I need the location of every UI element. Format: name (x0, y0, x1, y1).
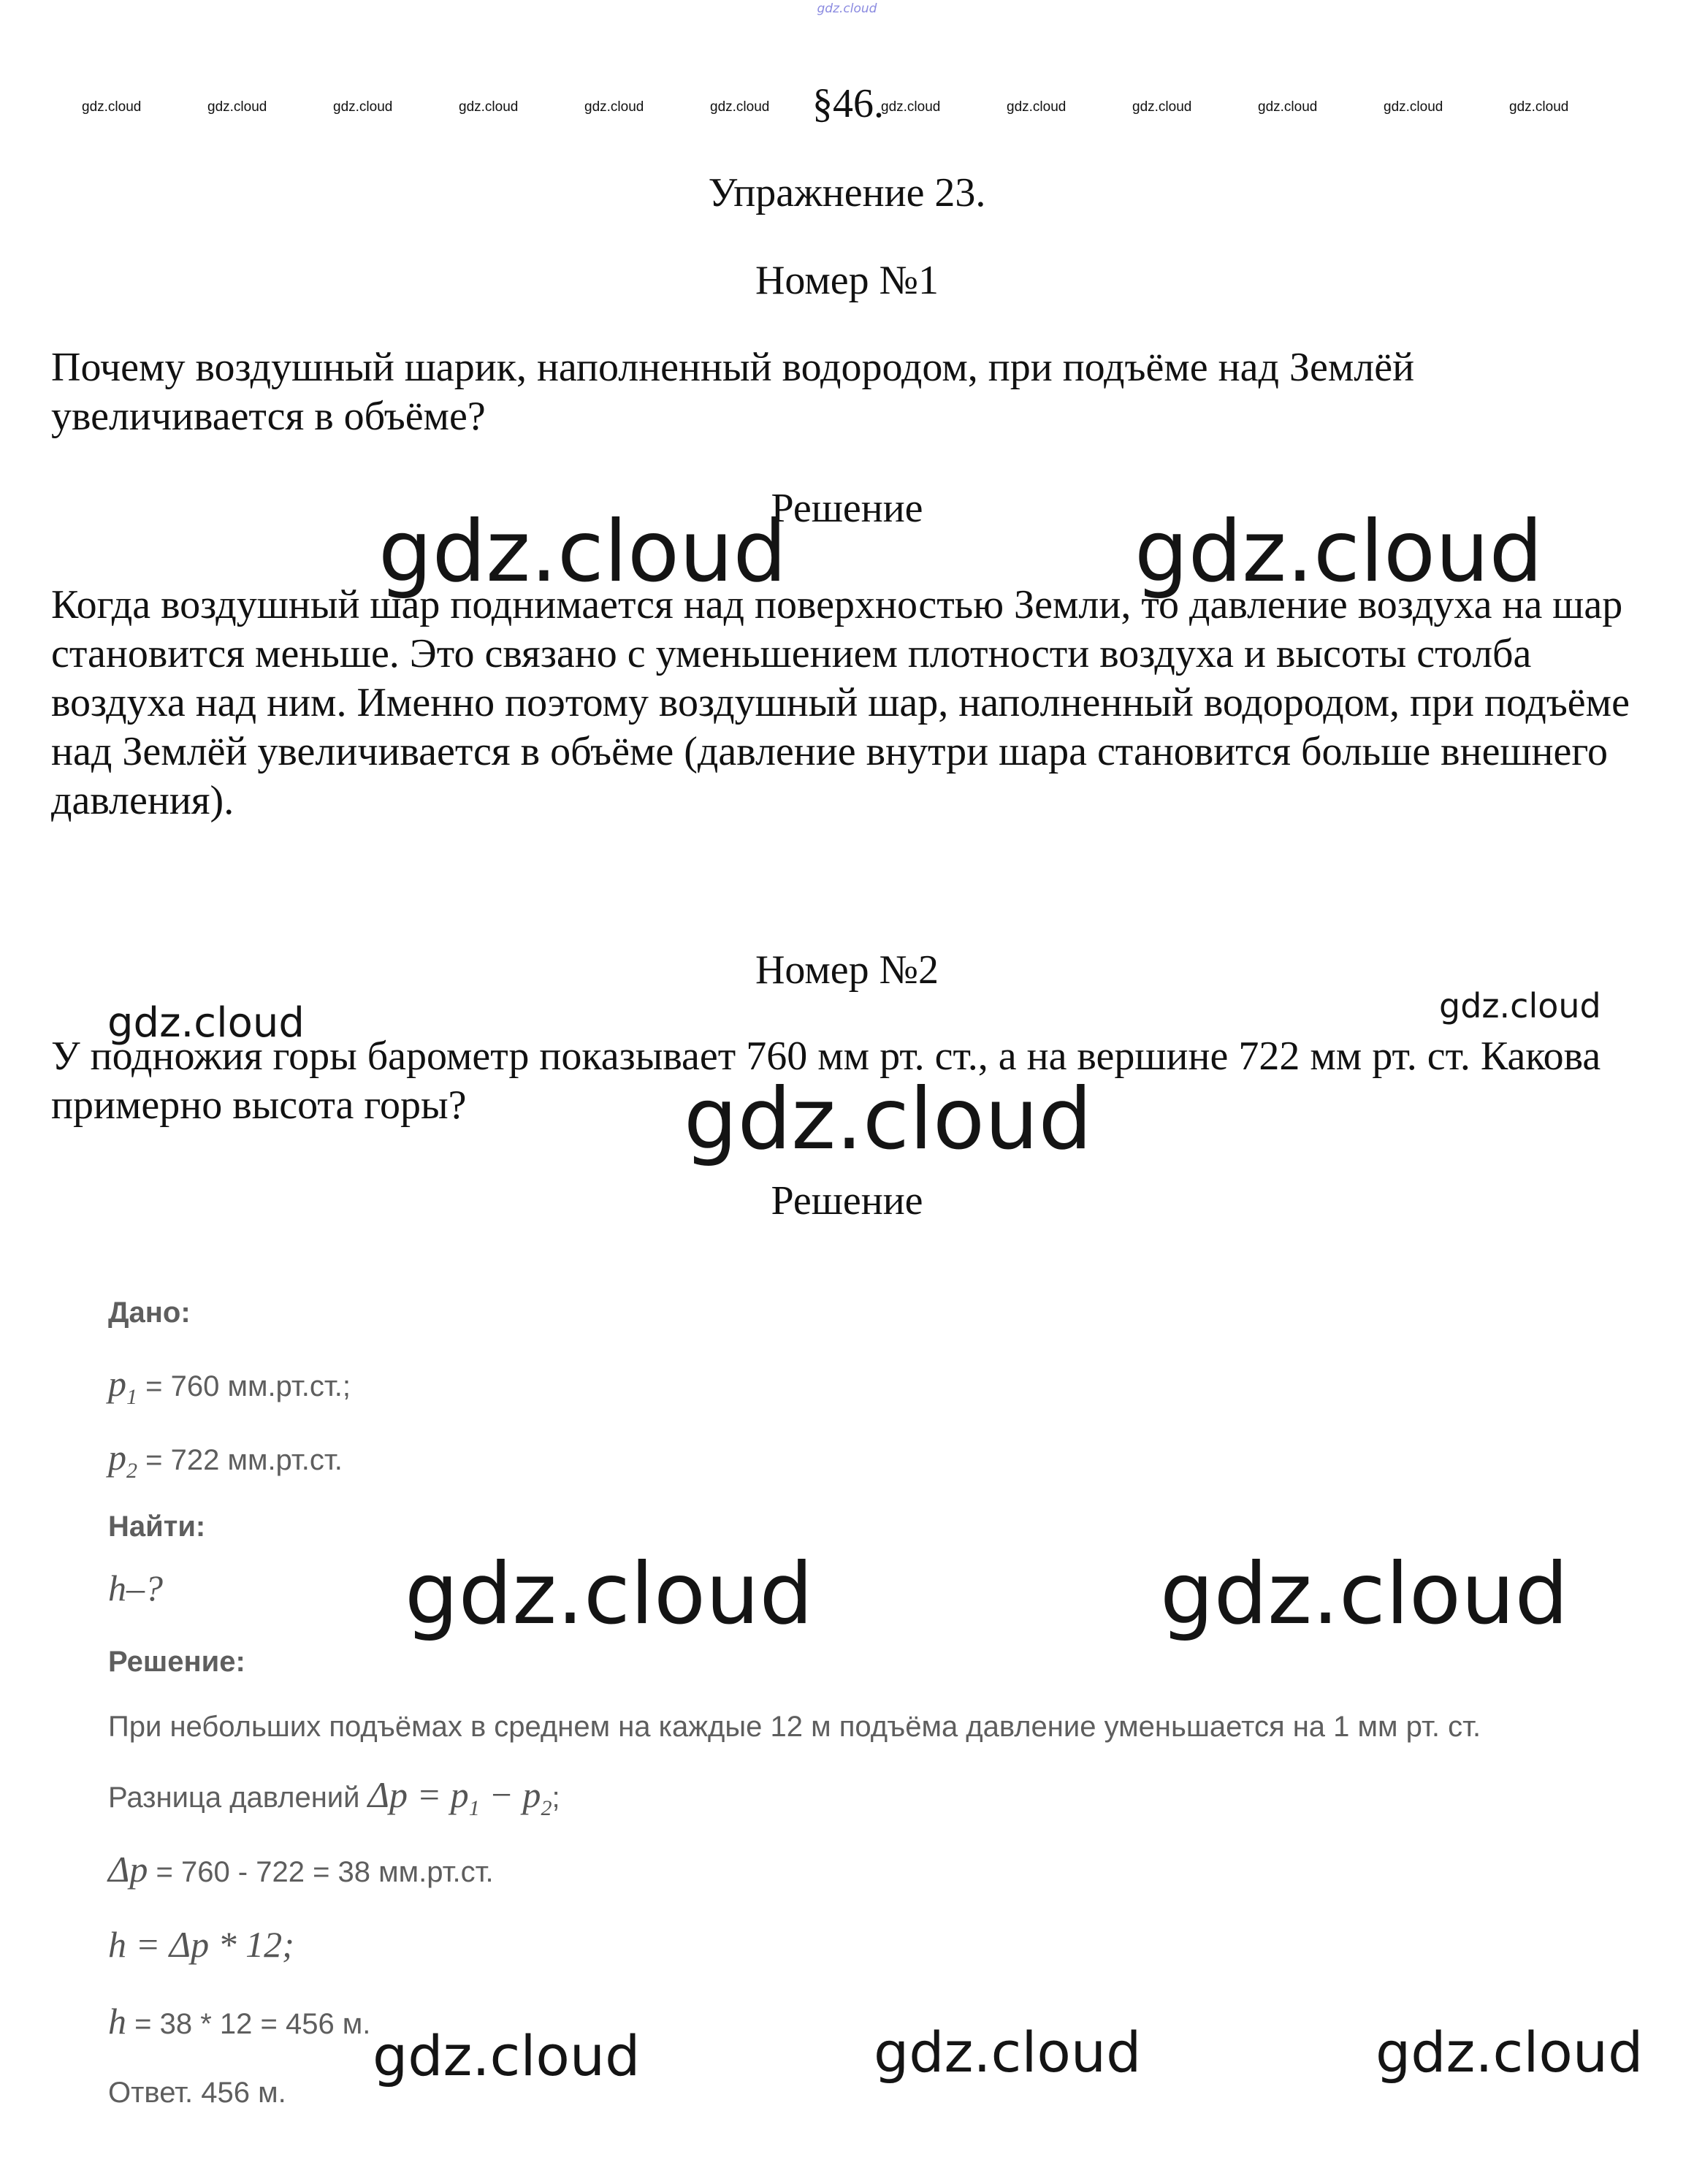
watermark: gdz.cloud (405, 1545, 814, 1643)
watermark: gdz.cloud (881, 99, 941, 115)
watermark: gdz.cloud (107, 999, 305, 1047)
task1-number: Номер №1 (755, 258, 939, 303)
find-value: h–? (108, 1568, 163, 1608)
watermark: gdz.cloud (1439, 986, 1601, 1026)
watermark: gdz.cloud (459, 99, 519, 115)
pressure-difference: Разница давлений $\Delta p = p_1 - p_2$; (108, 1774, 560, 1820)
paragraph-number: §46. (812, 81, 884, 126)
watermark: gdz.cloud (1134, 503, 1544, 601)
task1-solution-label: Решение (771, 486, 923, 531)
solution-rule: При небольших подъёмах в среднем на каждые 12 м подъёма давление уменьшается на 1 мм рт. ст. (108, 1711, 1481, 1743)
h-formula: h = Δp * 12; (108, 1924, 294, 1965)
watermark: gdz.cloud (1509, 99, 1569, 115)
watermark: gdz.cloud (82, 99, 142, 115)
p2-variable: $p_2$ (108, 1437, 137, 1483)
watermark: gdz.cloud (874, 2020, 1142, 2085)
given-label: Дано: (108, 1297, 191, 1329)
task1-answer: Когда воздушный шар поднимается над поверхностью Земли, то давление воздуха на шар становится меньше. Это связано с уменьшением плотности воздуха и высоты столба воздуха над ним. Именно поэтому воздушный шар, наполненный водородом, при подъёме над Землёй увеличивается в объёме (давление внутри шара становится больше внешнего давления). (51, 582, 1630, 823)
task1-question: Почему воздушный шарик, наполненный водородом, при подъёме над Землёй увеличивается в объёме? (51, 345, 1415, 439)
watermark: gdz.cloud (373, 2023, 641, 2088)
task2-question: У подножия горы барометр показывает 760 мм рт. ст., а на вершине 722 мм рт. ст. Какова примерно высота горы? (51, 1034, 1601, 1128)
watermark: gdz.cloud (1132, 99, 1192, 115)
given-p1: $p_1 = 760$ мм.рт.ст.; (108, 1363, 351, 1409)
watermark: gdz.cloud (1376, 2020, 1644, 2085)
dp-calculation: Δp = 760 - 722 = 38 мм.рт.ст. (108, 1849, 494, 1890)
exercise-title: Упражнение 23. (708, 170, 986, 215)
p1-variable: $p_1$ (108, 1363, 137, 1409)
solution-heading: Решение: (108, 1646, 245, 1678)
final-answer: Ответ. 456 м. (108, 2077, 286, 2109)
watermark: gdz.cloud (1258, 99, 1318, 115)
watermark: gdz.cloud (710, 99, 770, 115)
task2-number: Номер №2 (755, 947, 939, 993)
given-p2: $p_2 = 722$ мм.рт.ст. (108, 1437, 343, 1483)
watermark: gdz.cloud (684, 1070, 1093, 1169)
watermark: gdz.cloud (1160, 1545, 1569, 1643)
watermark: gdz.cloud (333, 99, 393, 115)
watermark: gdz.cloud (584, 99, 644, 115)
top-watermark: gdz.cloud (817, 1, 877, 16)
watermark: gdz.cloud (378, 503, 787, 601)
watermark: gdz.cloud (1007, 99, 1067, 115)
task2-solution-label: Решение (771, 1178, 923, 1223)
watermark: gdz.cloud (207, 99, 267, 115)
h-calculation: h = 38 * 12 = 456 м. (108, 2001, 371, 2042)
find-label: Найти: (108, 1511, 206, 1543)
watermark: gdz.cloud (1384, 99, 1443, 115)
